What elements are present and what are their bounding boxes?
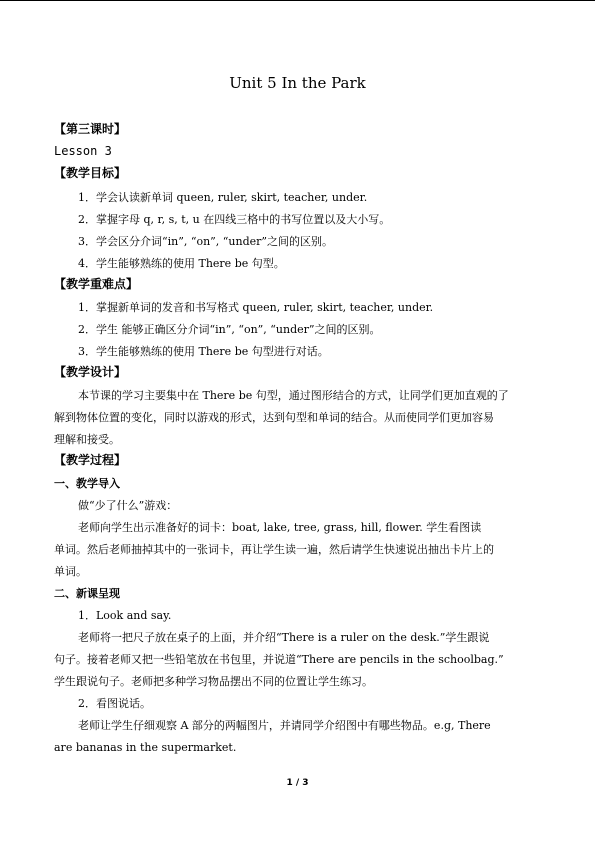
goals-heading: 【教学目标】 [54,166,127,180]
section2-line: 1．Look and say. [78,609,172,622]
page-number: 1 / 3 [286,778,309,788]
lesson-name: Lesson 3 [54,144,112,158]
design-line: 理解和接受。 [54,433,120,446]
design-heading: 【教学设计】 [54,365,127,379]
section1-line: 单词。然后老师抽掉其中的一张词卡，再让学生读一遍，然后请学生快速说出抽出卡片上的 [54,543,494,556]
section2-title: 二、新课呈现 [54,587,120,600]
goal-item: 1．学会认读新单词 queen, ruler, skirt, teacher, under. [78,191,368,204]
section2-line: 学生跟说句子。老师把多种学习物品摆出不同的位置让学生练习。 [54,675,373,688]
key-points-heading: 【教学重难点】 [54,277,139,291]
key-point-item: 2．学生 能够正确区分介词“in”, “on”, “under”之间的区别。 [78,323,381,336]
design-line: 本节课的学习主要集中在 There be 句型，通过图形结合的方式，让同学们更加直观的了 [78,389,509,402]
page-title: Unit 5 In the Park [229,74,366,92]
process-heading: 【教学过程】 [54,453,127,467]
lesson-tag: 【第三课时】 [54,122,127,136]
key-point-item: 1．掌握新单词的发音和书写格式 queen, ruler, skirt, teacher, under. [78,301,434,314]
key-point-item: 3．学生能够熟练的使用 There be 句型进行对话。 [78,345,329,358]
section2-line: 句子。接着老师又把一些铅笔放在书包里，并说道“There are pencils in the schoolbag.” [54,653,504,666]
section1-title: 一、教学导入 [54,477,120,490]
goal-item: 2．掌握字母 q, r, s, t, u 在四线三格中的书写位置以及大小写。 [78,213,391,226]
design-line: 解到物体位置的变化，同时以游戏的形式，达到句型和单词的结合。从而使同学们更加容易 [54,411,494,424]
section1-line: 做“少了什么”游戏： [78,499,178,512]
section2-line: 2．看图说话。 [78,697,151,710]
section2-line: 老师将一把尺子放在桌子的上面，并介绍“There is a ruler on the desk.”学生跟说 [78,631,490,644]
goal-item: 3．学会区分介词“in”, “on”, “under”之间的区别。 [78,235,334,248]
section1-line: 单词。 [54,565,87,578]
goal-item: 4．学生能够熟练的使用 There be 句型。 [78,257,285,270]
section2-line: 老师让学生仔细观察 A 部分的两幅图片，并请同学介绍图中有哪些物品。e.g, There [78,719,491,732]
section2-line: are bananas in the supermarket. [54,741,237,754]
top-rule [0,0,595,1]
section1-line: 老师向学生出示准备好的词卡：boat, lake, tree, grass, hill, flower. 学生看图读 [78,521,482,534]
